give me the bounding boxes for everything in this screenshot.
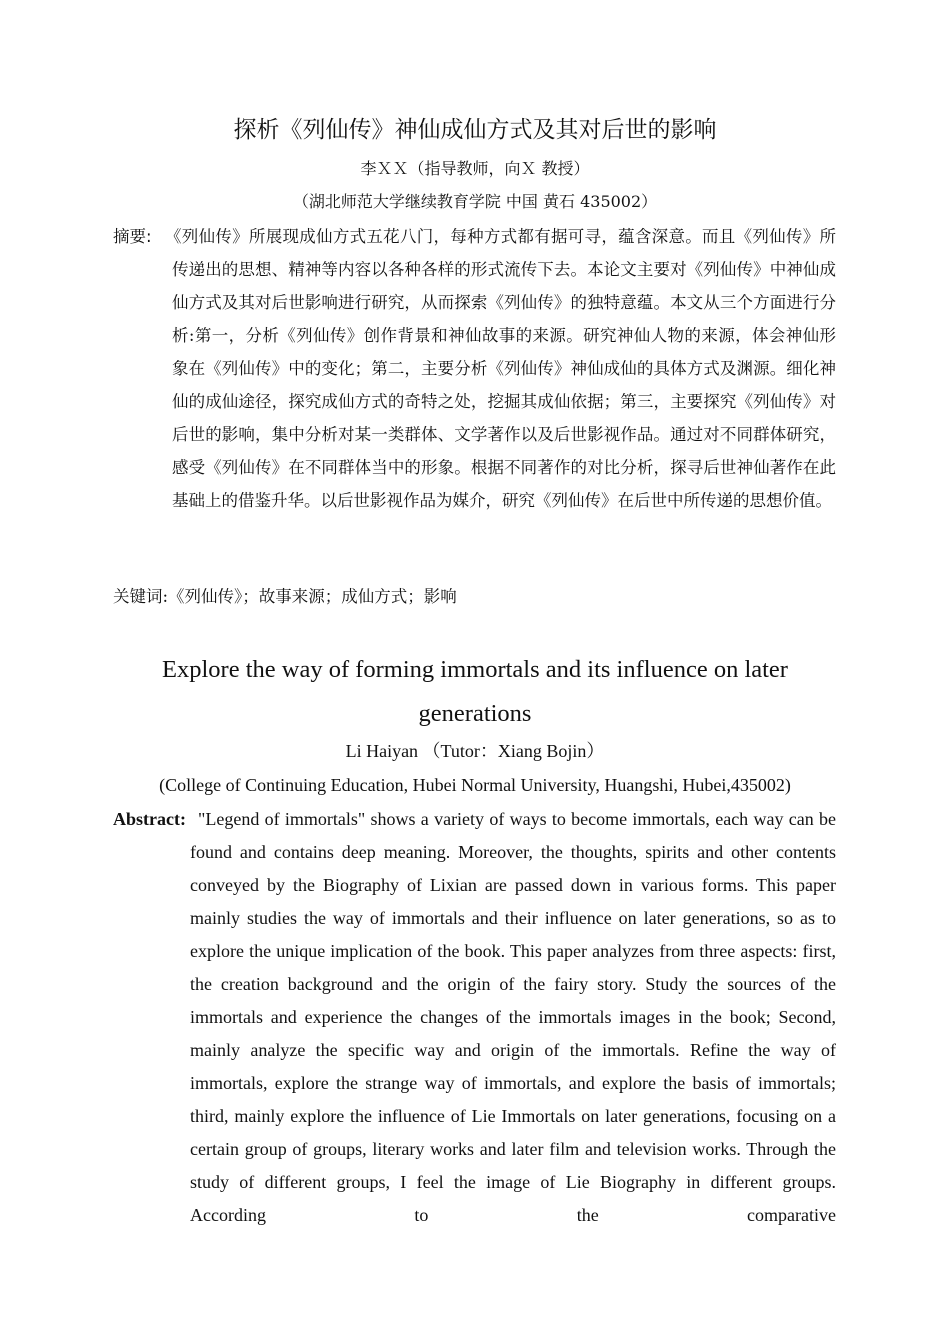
english-title: Explore the way of forming immortals and its influence on later generations [162, 656, 788, 727]
chinese-keywords-label: 关键词 [113, 587, 163, 606]
chinese-author-line: 李ＸＸ（指导教师，向Ｘ 教授） [360, 159, 590, 178]
english-affiliation: (College of Continuing Education, Hubei Normal University, Huangshi, Hubei,435002) [159, 775, 791, 795]
chinese-affiliation: （湖北师范大学继续教育学院 中国 黄石 435002） [292, 192, 658, 211]
chinese-title: 探析《列仙传》神仙成仙方式及其对后世的影响 [233, 117, 717, 143]
english-abstract [113, 803, 836, 1232]
chinese-abstract [113, 220, 836, 517]
chinese-keywords-text: :《列仙传》；故事来源；成仙方式；影响 [162, 587, 457, 606]
chinese-keywords [113, 580, 836, 613]
english-author-line: Li Haiyan （Tutor：Xiang Bojin） [345, 741, 605, 761]
english-abstract-text: "Legend of immortals" shows a variety of ways to become immortals, each way can be found and contains deep meaning. Moreover, the thoughts, spirits and other contents conveyed by the Biography of Lixian are passed down in various forms. This paper mainly studies the way of immortals and their influence on later generations, so as to explore the unique implication of the book. This paper analyzes from three aspects: first, the creation background and the origin of the fairy story. Study the sources of the immortals and experience the changes of the immortals images in the book; Second, mainly analyze the specific way and origin of the immortals. Refine the way of immortals, explore the strange way of immortals, and explore the basis of immortals; third, mainly explore the influence of Lie Immortals on later generations, focusing on a certain group of groups, literary works and later film and television works. Through the study of different groups, I feel the image of Lie Biography in different groups. According to the comparative [190, 809, 836, 1225]
chinese-abstract-label: 摘要: [113, 227, 152, 246]
chinese-abstract-text: 《列仙传》所展现成仙方式五花八门，每种方式都有据可寻，蕴含深意。而且《列仙传》所传递出的思想、精神等内容以各种各样的形式流传下去。本论文主要对《列仙传》中神仙成仙方式及其对后世影响进行研究，从而探索《列仙传》的独特意蕴。本文从三个方面进行分析:第一，分析《列仙传》创作背景和神仙故事的来源。研究神仙人物的来源，体会神仙形象在《列仙传》中的变化；第二，主要分析《列仙传》神仙成仙的具体方式及渊源。细化神仙的成仙途径，探究成仙方式的奇特之处，挖掘其成仙依据；第三，主要探究《列仙传》对后世的影响，集中分析对某一类群体、文学著作以及后世影视作品。通过对不同群体研究，感受《列仙传》在不同群体当中的形象。根据不同著作的对比分析，探寻后世神仙著作在此基础上的借鉴升华。以后世影视作品为媒介，研究《列仙传》在后世中所传递的思想价值。 [165, 227, 836, 510]
english-abstract-label: Abstract: [113, 809, 186, 829]
